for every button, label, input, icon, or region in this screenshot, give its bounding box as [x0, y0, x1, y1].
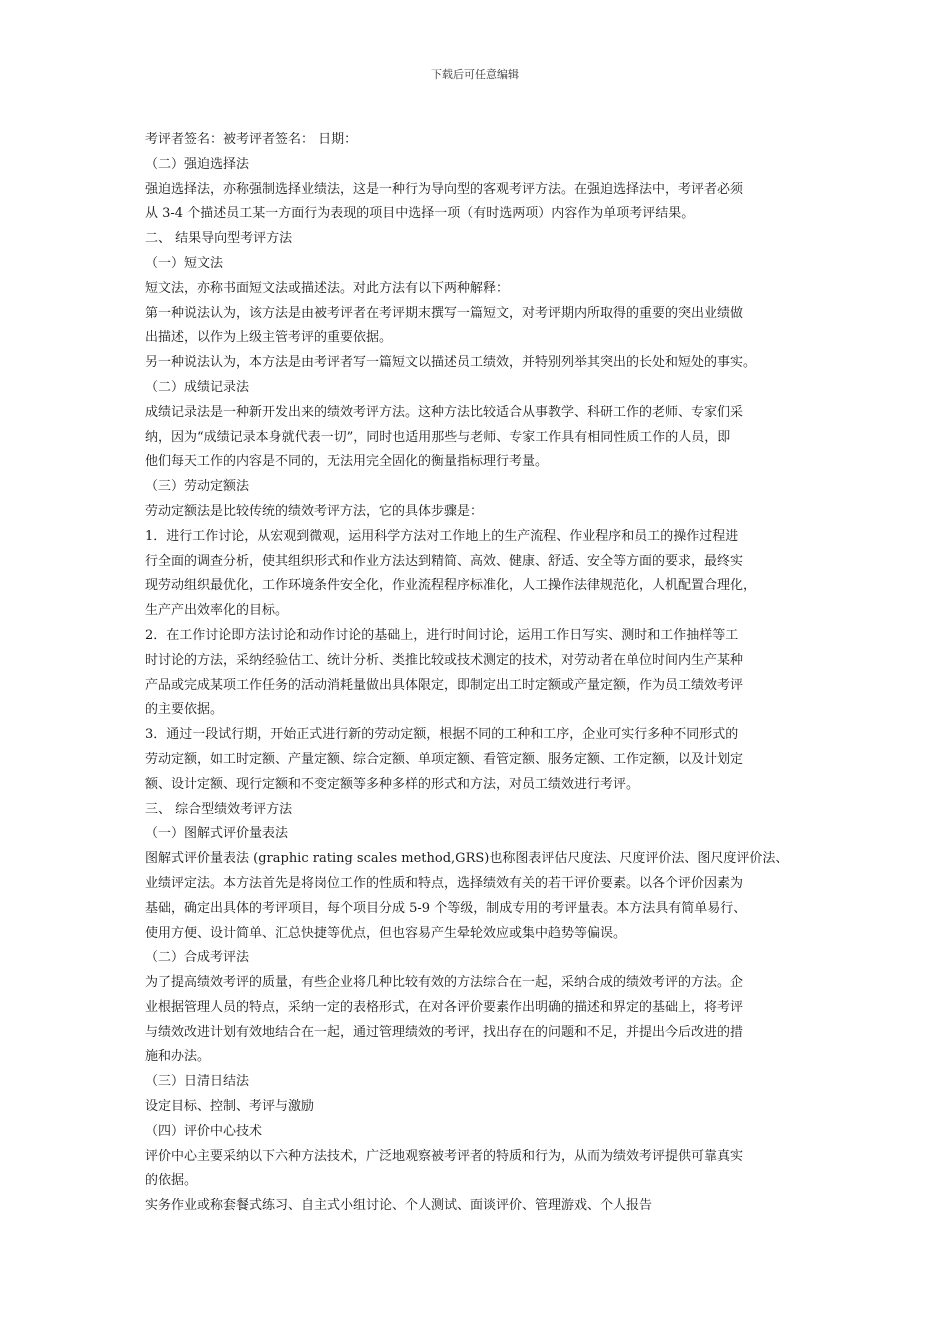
text-line: （一）图解式评价量表法	[145, 826, 289, 842]
text-line: 三、 综合型绩效考评方法	[145, 801, 293, 817]
text-line: 劳动定额，如工时定额、产量定额、综合定额、单项定额、看管定额、服务定额、工作定额，以及计划定	[145, 751, 744, 767]
text-line: 第一种说法认为，该方法是由被考评者在考评期末撰写一篇短文，对考评期内所取得的重要的突出业绩做	[145, 305, 744, 321]
text-line: 他们每天工作的内容是不同的，无法用完全固化的衡量指标理行考量。	[145, 454, 549, 470]
text-line: 出描述，以作为上级主管考评的重要依据。	[145, 330, 393, 346]
text-line: 短文法，亦称书面短文法或描述法。对此方法有以下两种解释：	[145, 280, 510, 296]
text-line: 评价中心主要采纳以下六种方法技术，广泛地观察被考评者的特质和行为，从而为绩效考评提供可靠真实	[145, 1148, 744, 1164]
text-line: 为了提高绩效考评的质量，有些企业将几种比较有效的方法综合在一起，采纳合成的绩效考评的方法。企	[145, 975, 744, 991]
text-line: 额、设计定额、现行定额和不变定额等多种多样的形式和方法，对员工绩效进行考评。	[145, 776, 640, 792]
text-line: 产品或完成某项工作任务的活动消耗量做出具体限定，即制定出工时定额或产量定额，作为员工绩效考评	[145, 677, 744, 693]
text-line: 纳，因为“成绩记录本身就代表一切”，同时也适用那些与老师、专家工作具有相同性质工作的人员，即	[145, 429, 731, 445]
text-line: 的主要依据。	[145, 702, 224, 718]
text-line: 1．进行工作讨论，从宏观到微观，运用科学方法对工作地上的生产流程、作业程序和员工的操作过程进	[145, 528, 739, 544]
text-line: 从 3-4 个描述员工某一方面行为表现的项目中选择一项（有时选两项）内容作为单项考评结果。	[145, 206, 695, 222]
text-line: 行全面的调查分析，使其组织形式和作业方法达到精简、高效、健康、舒适、安全等方面的要求，最终实	[145, 553, 744, 569]
text-line: 图解式评价量表法 (graphic rating scales method,GRS)也称图表评估尺度法、尺度评价法、图尺度评价法、	[145, 851, 789, 867]
text-line: 的依据。	[145, 1173, 198, 1189]
text-line: 业根据管理人员的特点，采纳一定的表格形式，在对各评价要素作出明确的描述和界定的基础上，将考评	[145, 999, 744, 1015]
text-line: 现劳动组织最优化，工作环境条件安全化，作业流程程序标准化，人工操作法律规范化，人机配置合理化，	[145, 578, 757, 594]
document-body	[145, 128, 825, 1219]
text-line: 基础，确定出具体的考评项目，每个项目分成 5-9 个等级，制成专用的考评量表。本方法具有简单易行、	[145, 900, 747, 916]
text-line: （三）日清日结法	[145, 1074, 250, 1090]
text-line: 业绩评定法。本方法首先是将岗位工作的性质和特点，选择绩效有关的若干评价要素。以各个评价因素为	[145, 875, 744, 891]
text-line: 施和办法。	[145, 1049, 211, 1065]
text-line: 劳动定额法是比较传统的绩效考评方法，它的具体步骤是：	[145, 503, 484, 519]
text-line: （二）强迫选择法	[145, 156, 250, 172]
text-line: （二）成绩记录法	[145, 379, 250, 395]
text-line: 与绩效改进计划有效地结合在一起，通过管理绩效的考评，找出存在的问题和不足，并提出今后改进的措	[145, 1024, 744, 1040]
text-line: （二）合成考评法	[145, 950, 250, 966]
text-line: 生产产出效率化的目标。	[145, 603, 289, 619]
text-line: 另一种说法认为，本方法是由考评者写一篇短文以描述员工绩效，并特别列举其突出的长处和短处的事实。	[145, 355, 757, 371]
text-line: 设定目标、控制、考评与激励	[145, 1099, 315, 1115]
text-line: （一）短文法	[145, 255, 224, 271]
text-line: 时讨论的方法，采纳经验估工、统计分析、类推比较或技术测定的技术，对劳动者在单位时间内生产某种	[145, 652, 744, 668]
text-line: （四）评价中心技术	[145, 1123, 263, 1139]
text-line: 2．在工作讨论即方法讨论和动作讨论的基础上，进行时间讨论，运用工作日写实、测时和工作抽样等工	[145, 627, 739, 643]
text-line: （三）劳动定额法	[145, 479, 250, 495]
text-line: 考评者签名：被考评者签名： 日期：	[145, 132, 358, 147]
page-header: 下载后可任意编辑	[431, 68, 519, 81]
text-line: 强迫选择法，亦称强制选择业绩法，这是一种行为导向型的客观考评方法。在强迫选择法中，考评者必须	[145, 181, 744, 197]
text-line: 二、 结果导向型考评方法	[145, 231, 293, 247]
text-line: 3．通过一段试行期，开始正式进行新的劳动定额，根据不同的工种和工序，企业可实行多种不同形式的	[145, 727, 739, 743]
text-line: 使用方便、设计简单、汇总快捷等优点，但也容易产生晕轮效应或集中趋势等偏误。	[145, 925, 627, 941]
text-line: 成绩记录法是一种新开发出来的绩效考评方法。这种方法比较适合从事教学、科研工作的老师、专家们采	[145, 404, 744, 420]
text-line: 实务作业或称套餐式练习、自主式小组讨论、个人测试、面谈评价、管理游戏、个人报告	[145, 1198, 653, 1214]
